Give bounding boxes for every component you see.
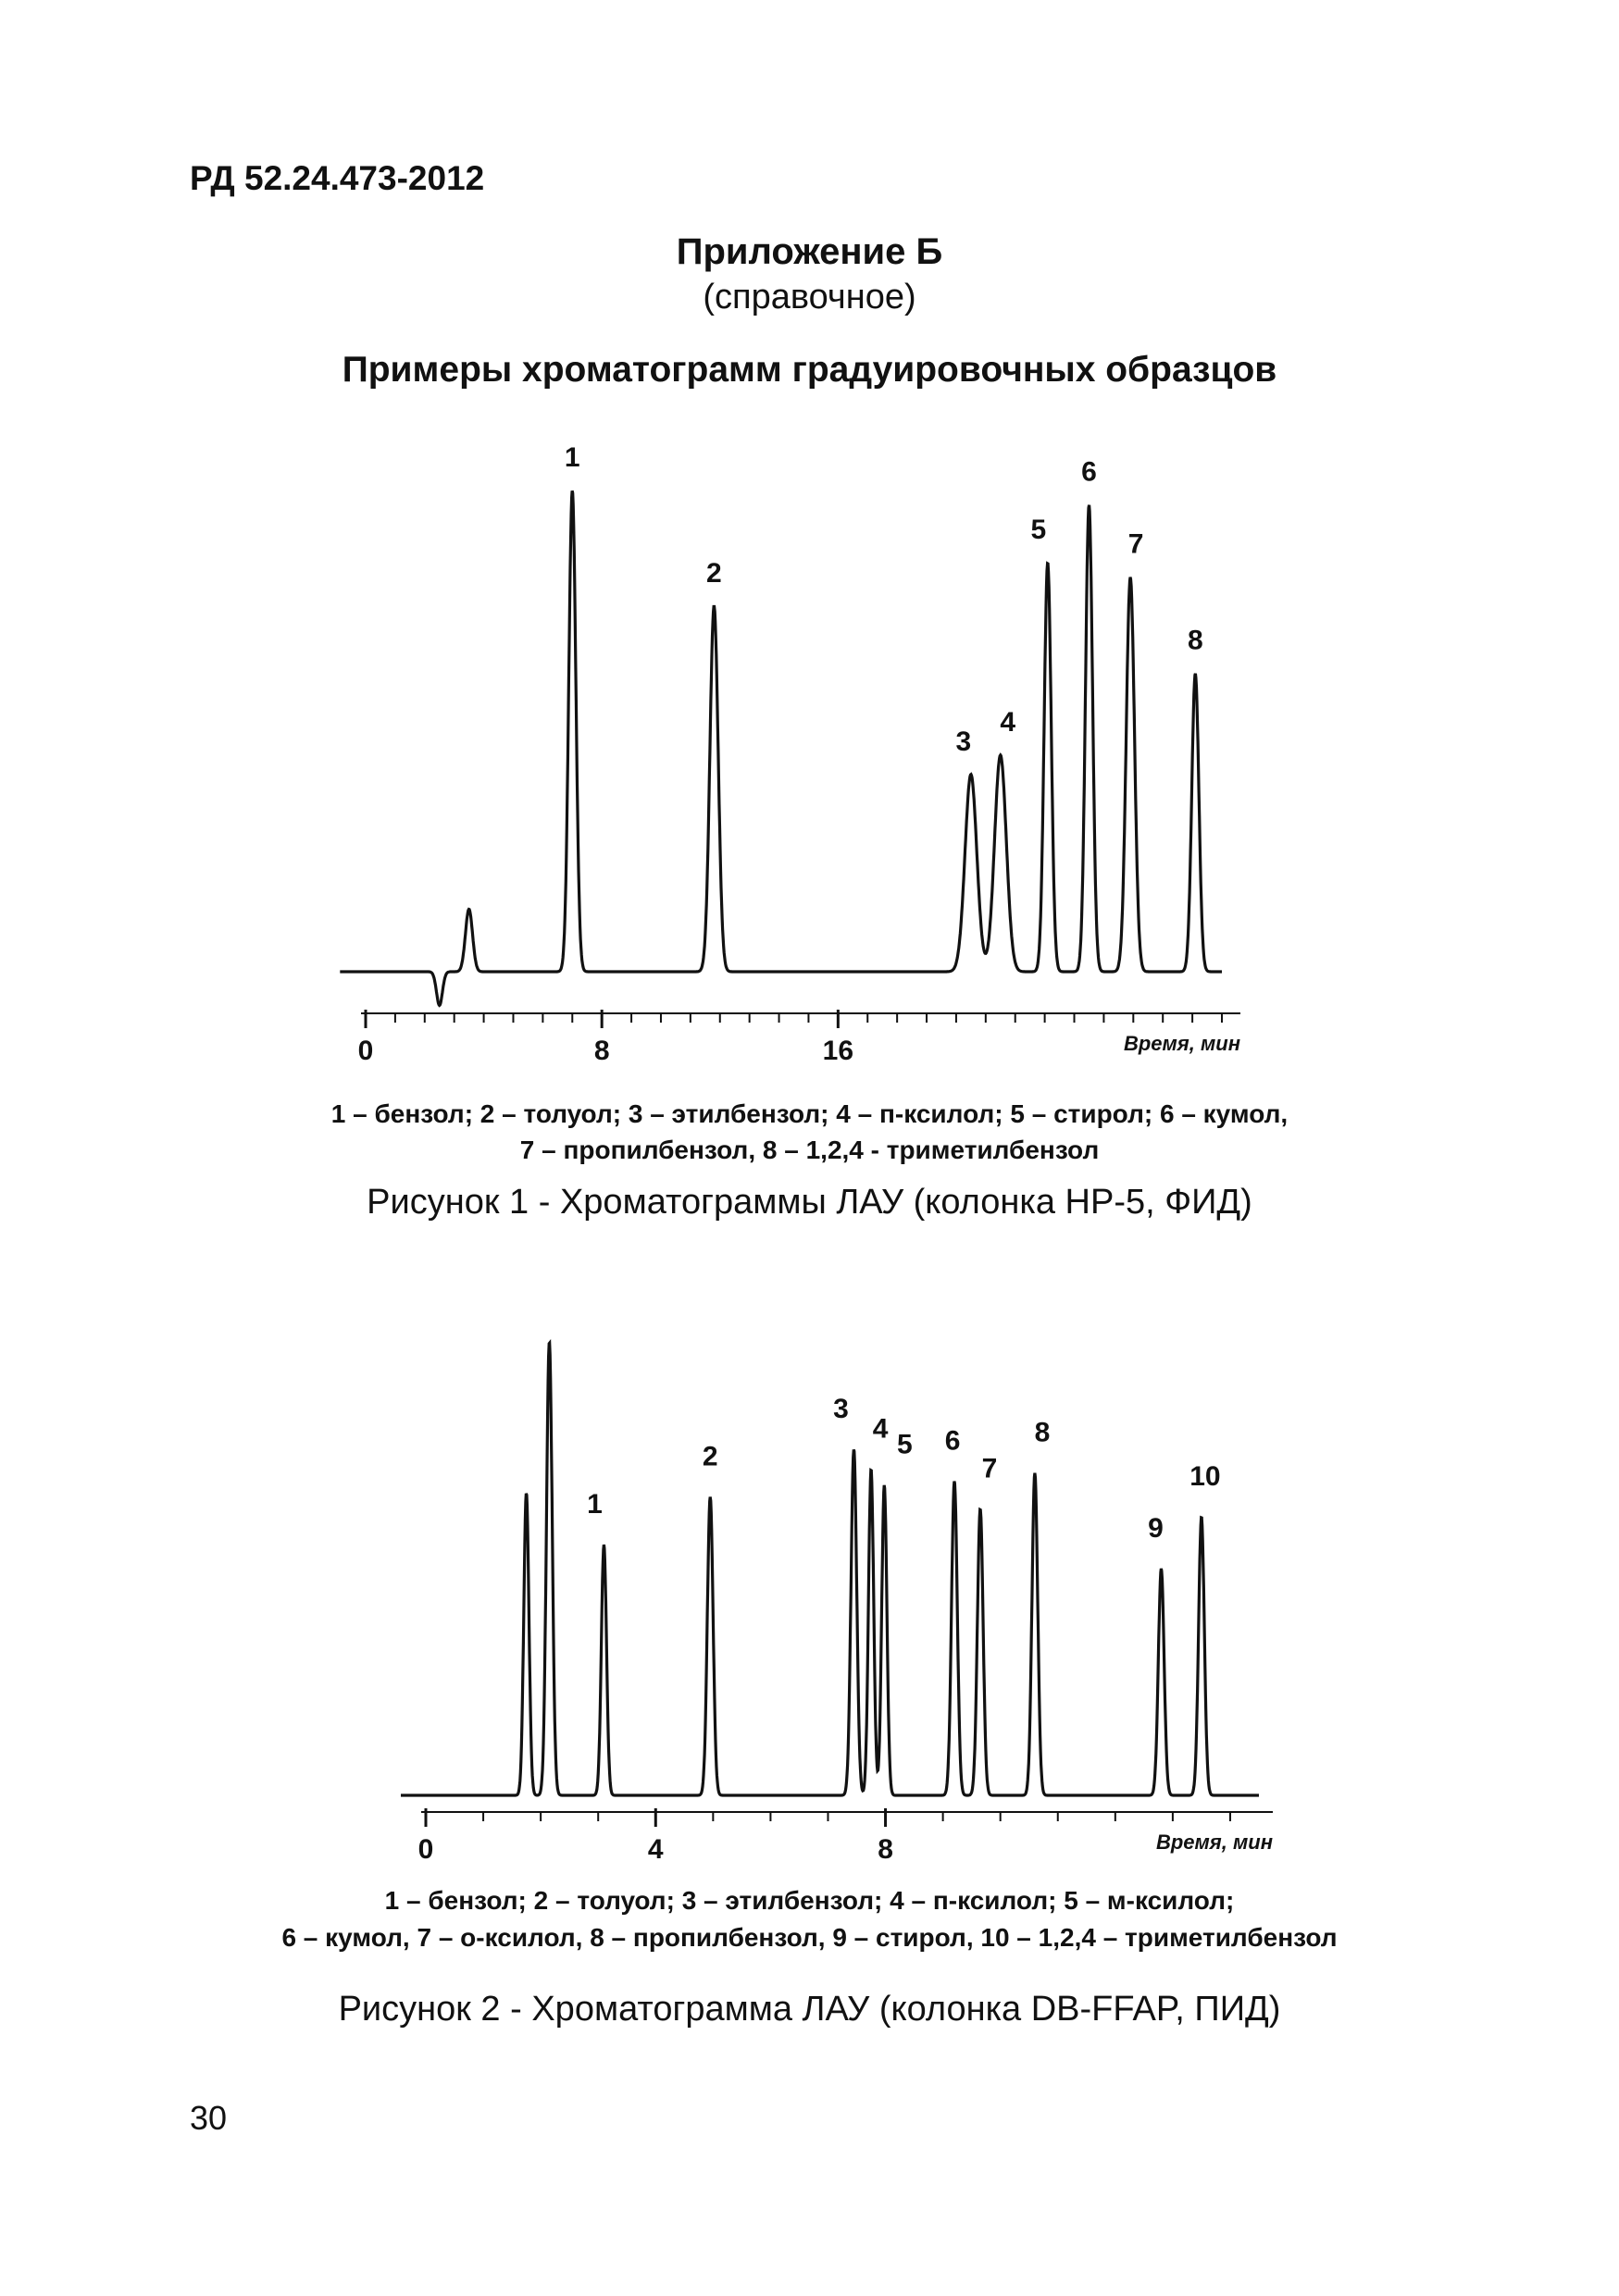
peak-label-10: 10 (1189, 1461, 1221, 1492)
peak-label-8: 8 (1187, 625, 1203, 656)
figure1-caption: Рисунок 1 - Хроматограммы ЛАУ (колонка HP-5, ФИД) (367, 1183, 1252, 1222)
x-tick-label: 0 (417, 1834, 434, 1865)
document-id: РД 52.24.473-2012 (190, 159, 485, 197)
peak-label-5: 5 (1030, 515, 1047, 545)
x-tick-label: 16 (822, 1036, 854, 1066)
chromatogram-2-trace (401, 1343, 1259, 1795)
peak-label-4: 4 (872, 1413, 889, 1445)
figure1-legend-line1: 1 – бензол; 2 – толуол; 3 – этилбензол; 4 – п-ксилол; 5 – стирол; 6 – кумол, (330, 1099, 1289, 1128)
x-tick-label: 8 (878, 1834, 893, 1865)
peak-label-7: 7 (981, 1453, 998, 1484)
peak-label-1: 1 (587, 1489, 603, 1520)
peak-label-4: 4 (1000, 707, 1016, 738)
chromatogram-1-trace (340, 490, 1222, 1005)
figure1-legend-line2: 7 – пропилбензол, 8 – 1,2,4 - триметилбензол (519, 1136, 1100, 1164)
peak-label-2: 2 (702, 1441, 718, 1472)
figure2-caption: Рисунок 2 - Хроматограмма ЛАУ (колонка DB-FFAP, ПИД) (338, 1990, 1281, 2029)
peak-label-3: 3 (955, 726, 972, 757)
appendix-subtitle: (справочное) (703, 278, 916, 316)
peak-label-1: 1 (564, 442, 580, 473)
peak-label-2: 2 (706, 557, 722, 589)
page-number: 30 (190, 2099, 228, 2137)
figure2-legend-line1: 1 – бензол; 2 – толуол; 3 – этилбензол; 4 – п-ксилол; 5 – м-ксилол; (384, 1886, 1235, 1915)
figure2-legend-line2: 6 – кумол, 7 – о-ксилол, 8 – пропилбензол, 9 – стирол, 10 – 1,2,4 – триметилбензол (281, 1923, 1338, 1952)
x-tick-label: 4 (647, 1834, 664, 1865)
peak-label-7: 7 (1127, 528, 1144, 560)
peak-label-5: 5 (896, 1429, 913, 1460)
peak-label-6: 6 (944, 1425, 961, 1457)
appendix-title: Приложение Б (676, 231, 943, 272)
x-tick-label: 8 (593, 1036, 610, 1066)
peak-label-8: 8 (1034, 1417, 1051, 1448)
x-axis-title: Время, мин (1155, 1831, 1273, 1854)
peak-label-6: 6 (1081, 456, 1097, 488)
x-axis-title: Время, мин (1123, 1032, 1240, 1055)
peak-label-9: 9 (1148, 1512, 1164, 1544)
peak-label-3: 3 (833, 1393, 849, 1424)
chromatogram-2 (0, 1277, 1619, 1888)
x-tick-label: 0 (357, 1036, 374, 1066)
chromatogram-1 (0, 416, 1619, 1083)
section-title: Примеры хроматограмм градуировочных образцов (342, 350, 1277, 390)
